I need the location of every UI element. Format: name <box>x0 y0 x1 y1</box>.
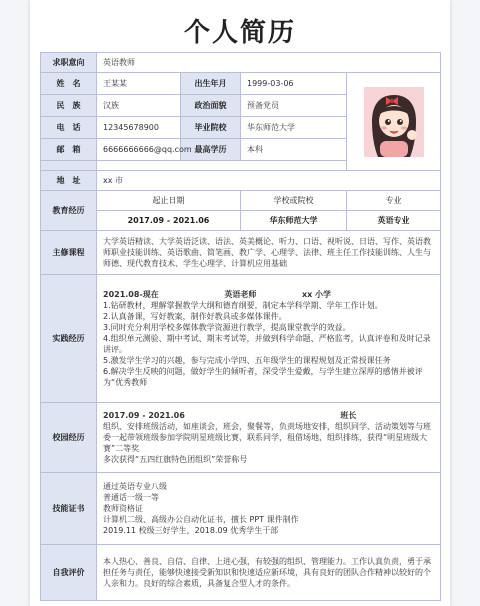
ethnic-value: 汉族 <box>97 95 181 117</box>
political-value: 预备党员 <box>241 95 347 117</box>
name-value: 王某某 <box>97 73 181 95</box>
practice-item: 6.解决学生反映的问题，做好学生的倾听者，深受学生爱戴，与学生建立深厚的感情并被评为“优秀教师 <box>103 367 423 387</box>
spacer-cell <box>97 161 347 171</box>
practice-item: 3.同时充分利用学校多媒体教学资源进行教学，提高课堂教学的效益。 <box>103 323 351 332</box>
job-label: 求职意向 <box>41 53 97 73</box>
phone-value: 12345678900 <box>97 117 181 139</box>
edu-school: 华东师范大学 <box>241 211 347 231</box>
birth-label: 出生年月 <box>181 73 241 95</box>
practice-item: 2.认真备课，写好教案，制作好教具或多媒体课件。 <box>103 312 287 321</box>
practice-place: xx 小学 <box>301 290 332 299</box>
campus-line: 组织、安排班级活动，如座谈会，班会，聚餐等，负责场地安排，组织同学、活动策划等与班委一起带领班级参加学院明星班级比赛，联系同学，租借场地，组织排练，获得“明星班级大赛”二等奖 <box>103 422 431 453</box>
name-label: 姓 名 <box>41 73 97 95</box>
self-text: 本人热心、善良、自信、自律、上进心强，有较强的组织、管理能力。工作认真负责，勇于承担任务与责任，能够快速接受新知识和快速适应新环境，具有良好的团队合作精神以较好的个人亲和力。良好的综合素质，具备复合型人才的条件。 <box>97 545 441 601</box>
campus-period: 2017.09 - 2021.06 <box>103 411 185 420</box>
practice-header <box>103 289 434 300</box>
skill-item: 通过英语专业八级 <box>103 482 167 491</box>
campus-header <box>103 410 434 421</box>
skill-item: 教师资格证 <box>103 504 143 513</box>
practice-role: 英语老师 <box>224 290 257 299</box>
courses-text: 大学英语精读、大学英语泛读、语法、英美概论、听力、口语、视听说、日语、写作、英语教师职业技能训练、英语歌曲、简笔画、教广学、心理学、法律、班主任工作技能训练、人生与师德、现代教育技术、学生心理学、计算机应用基础 <box>97 231 441 275</box>
mail-label: 邮 箱 <box>41 139 97 161</box>
edu-major: 英语专业 <box>347 211 441 231</box>
skill-item: 普通话一级一等 <box>103 493 159 502</box>
degree-label: 最高学历 <box>181 139 241 161</box>
resume-table <box>40 52 441 601</box>
school-value: 华东师范大学 <box>241 117 347 139</box>
spacer-label <box>41 161 97 171</box>
practice-content <box>97 275 441 403</box>
edu-header-date: 起止日期 <box>97 191 241 211</box>
girl-avatar-icon <box>364 87 424 157</box>
self-label: 自我评价 <box>41 545 97 601</box>
edu-header-school: 学校或院校 <box>241 191 347 211</box>
address-value: xx 市 <box>97 171 441 191</box>
practice-period: 2021.08-现在 <box>103 290 159 299</box>
degree-value: 本科 <box>241 139 347 161</box>
ethnic-label: 民 族 <box>41 95 97 117</box>
campus-label: 校园经历 <box>41 403 97 473</box>
phone-label: 电 话 <box>41 117 97 139</box>
mail-value: 6666666666@qq.com <box>97 139 181 161</box>
edu-header-major: 专业 <box>347 191 441 211</box>
job-value: 英语教师 <box>97 53 441 73</box>
school-label: 毕业院校 <box>181 117 241 139</box>
page-title: 个人简历 <box>183 18 296 48</box>
resume-page <box>30 0 450 606</box>
skill-item: 计算机二级、高级办公自动化证书，擅长 PPT 课件制作 <box>103 515 299 524</box>
skills-content <box>97 473 441 545</box>
campus-role: 班长 <box>340 411 357 420</box>
campus-line: 多次获得“五四红旗特色团组织”荣誉称号 <box>103 455 248 464</box>
address-label: 地 址 <box>41 171 97 191</box>
campus-content <box>97 403 441 473</box>
photo-cell <box>347 73 441 171</box>
edu-date: 2017.09 - 2021.06 <box>97 211 241 231</box>
practice-item: 5.激发学生学习的兴趣，参与完成小学四、五年级学生的课程规划及正常授课任务 <box>103 356 391 365</box>
practice-item: 1.钻研教材，理解掌握教学大纲和德育纲要，制定本学科学期、学年工作计划。 <box>103 301 383 310</box>
education-label: 教育经历 <box>41 191 97 231</box>
skills-label: 技能证书 <box>41 473 97 545</box>
birth-value: 1999-03-06 <box>241 73 347 95</box>
skill-item: 2019.11 校级三好学生，2018.09 优秀学生干部 <box>103 526 279 535</box>
practice-item: 4.组织单元测验、期中考试、期末考试等，并做到科学命题、严格监考，认真评卷和及时记录讲评。 <box>103 334 431 354</box>
practice-label: 实践经历 <box>41 275 97 403</box>
political-label: 政治面貌 <box>181 95 241 117</box>
courses-label: 主修课程 <box>41 231 97 275</box>
